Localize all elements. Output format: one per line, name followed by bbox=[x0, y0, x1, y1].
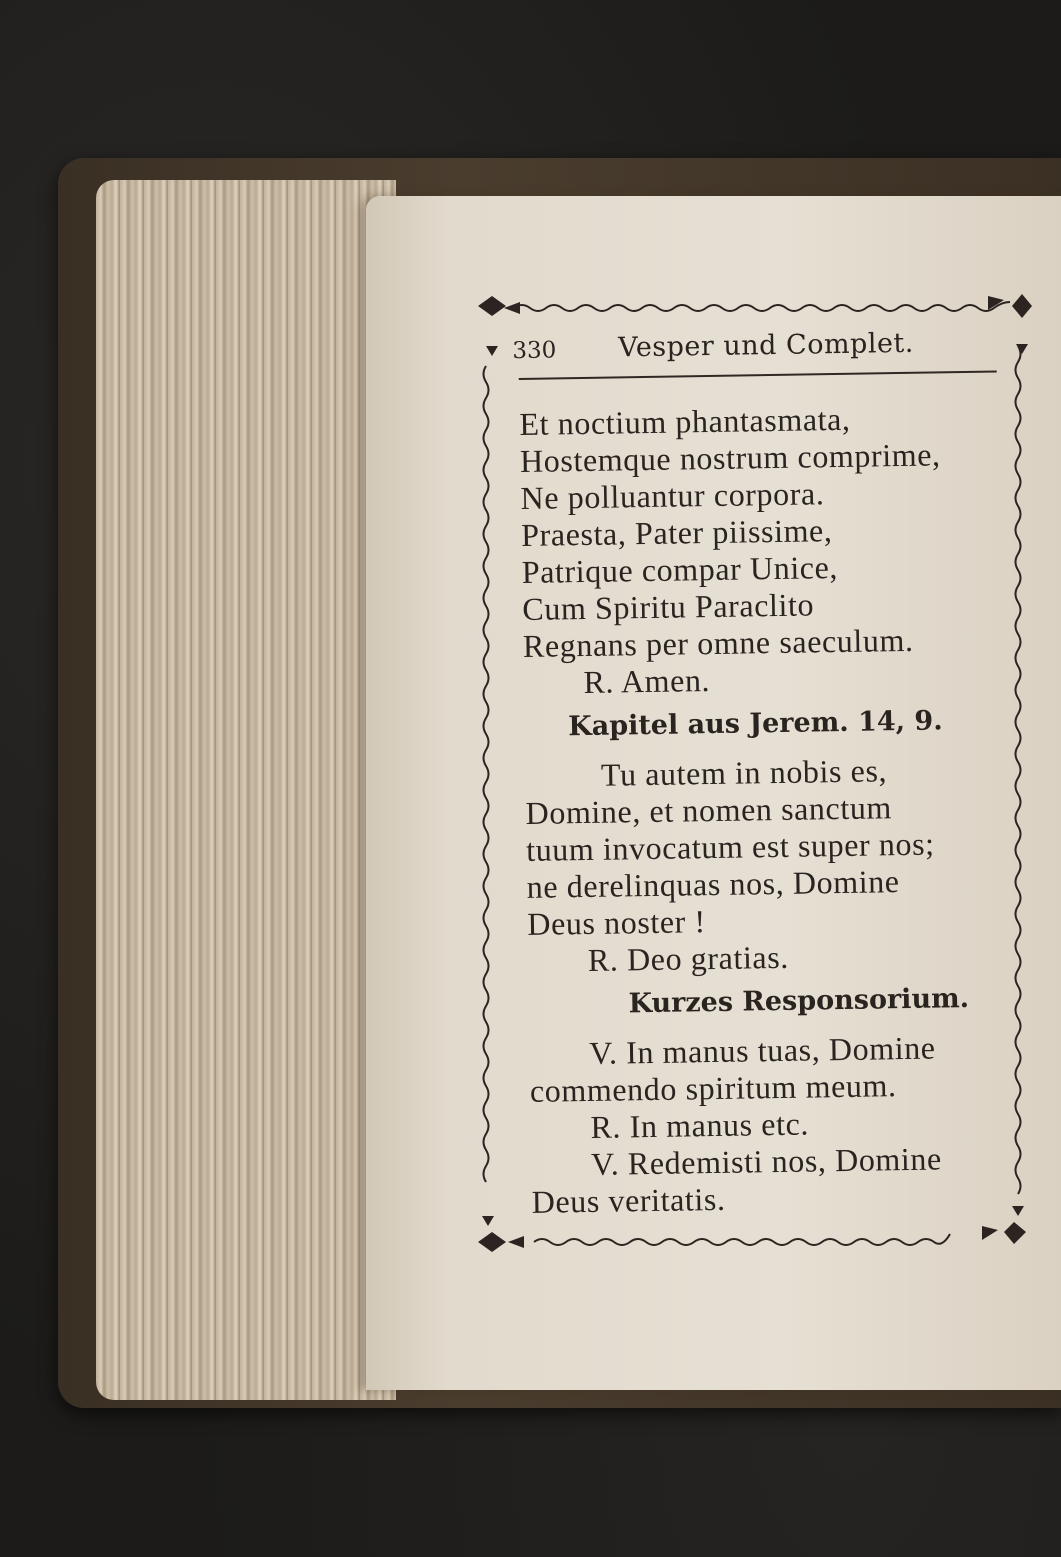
page-number: 330 bbox=[512, 337, 557, 365]
page-edges bbox=[96, 180, 396, 1400]
chapter-line: Domine, et nomen sanctum bbox=[525, 789, 893, 831]
hymn-line: Cum Spiritu Paraclito bbox=[522, 586, 815, 627]
responsory-heading: Kurzes Responsorium. bbox=[628, 983, 970, 1020]
chapter-line: Tu autem in nobis es, bbox=[600, 752, 888, 793]
chapter-line: tuum invocatum est super nos; bbox=[525, 825, 935, 868]
responsory-line: commendo spiritum meum. bbox=[529, 1067, 897, 1109]
page-header bbox=[512, 322, 1019, 374]
chapter-heading: Kapitel aus Jerem. 14, 9. bbox=[567, 705, 943, 743]
responsory-line: V. Redemisti nos, Domine bbox=[590, 1140, 943, 1182]
running-title: Vesper und Complet. bbox=[618, 327, 915, 364]
hymn-line: Patrique compar Unice, bbox=[521, 549, 839, 590]
top-wavy-rule bbox=[514, 302, 1010, 311]
hymn-line: Et noctium phantasmata, bbox=[519, 400, 851, 442]
bottom-wavy-rule bbox=[534, 1234, 950, 1245]
left-wavy-rule bbox=[484, 366, 489, 1182]
hymn-line: Ne polluantur corpora. bbox=[520, 475, 825, 516]
chapter-line: ne derelinquas nos, Domine bbox=[526, 863, 900, 905]
hymn-line: Praesta, Pater piissime, bbox=[520, 512, 833, 553]
chapter-line: Deus noster ! bbox=[527, 903, 707, 942]
right-wavy-rule bbox=[1016, 346, 1021, 1194]
hymn-line: Hostemque nostrum comprime, bbox=[519, 436, 941, 479]
hymn-line: Regnans per omne saeculum. bbox=[522, 621, 914, 664]
responsory-line: V. In manus tuas, Domine bbox=[589, 1029, 936, 1071]
responsory-line: Deus veritatis. bbox=[531, 1180, 726, 1220]
chapter-response: R. Deo gratias. bbox=[587, 938, 790, 978]
responsory-line: R. In manus etc. bbox=[590, 1105, 810, 1145]
hymn-response: R. Amen. bbox=[583, 662, 711, 701]
